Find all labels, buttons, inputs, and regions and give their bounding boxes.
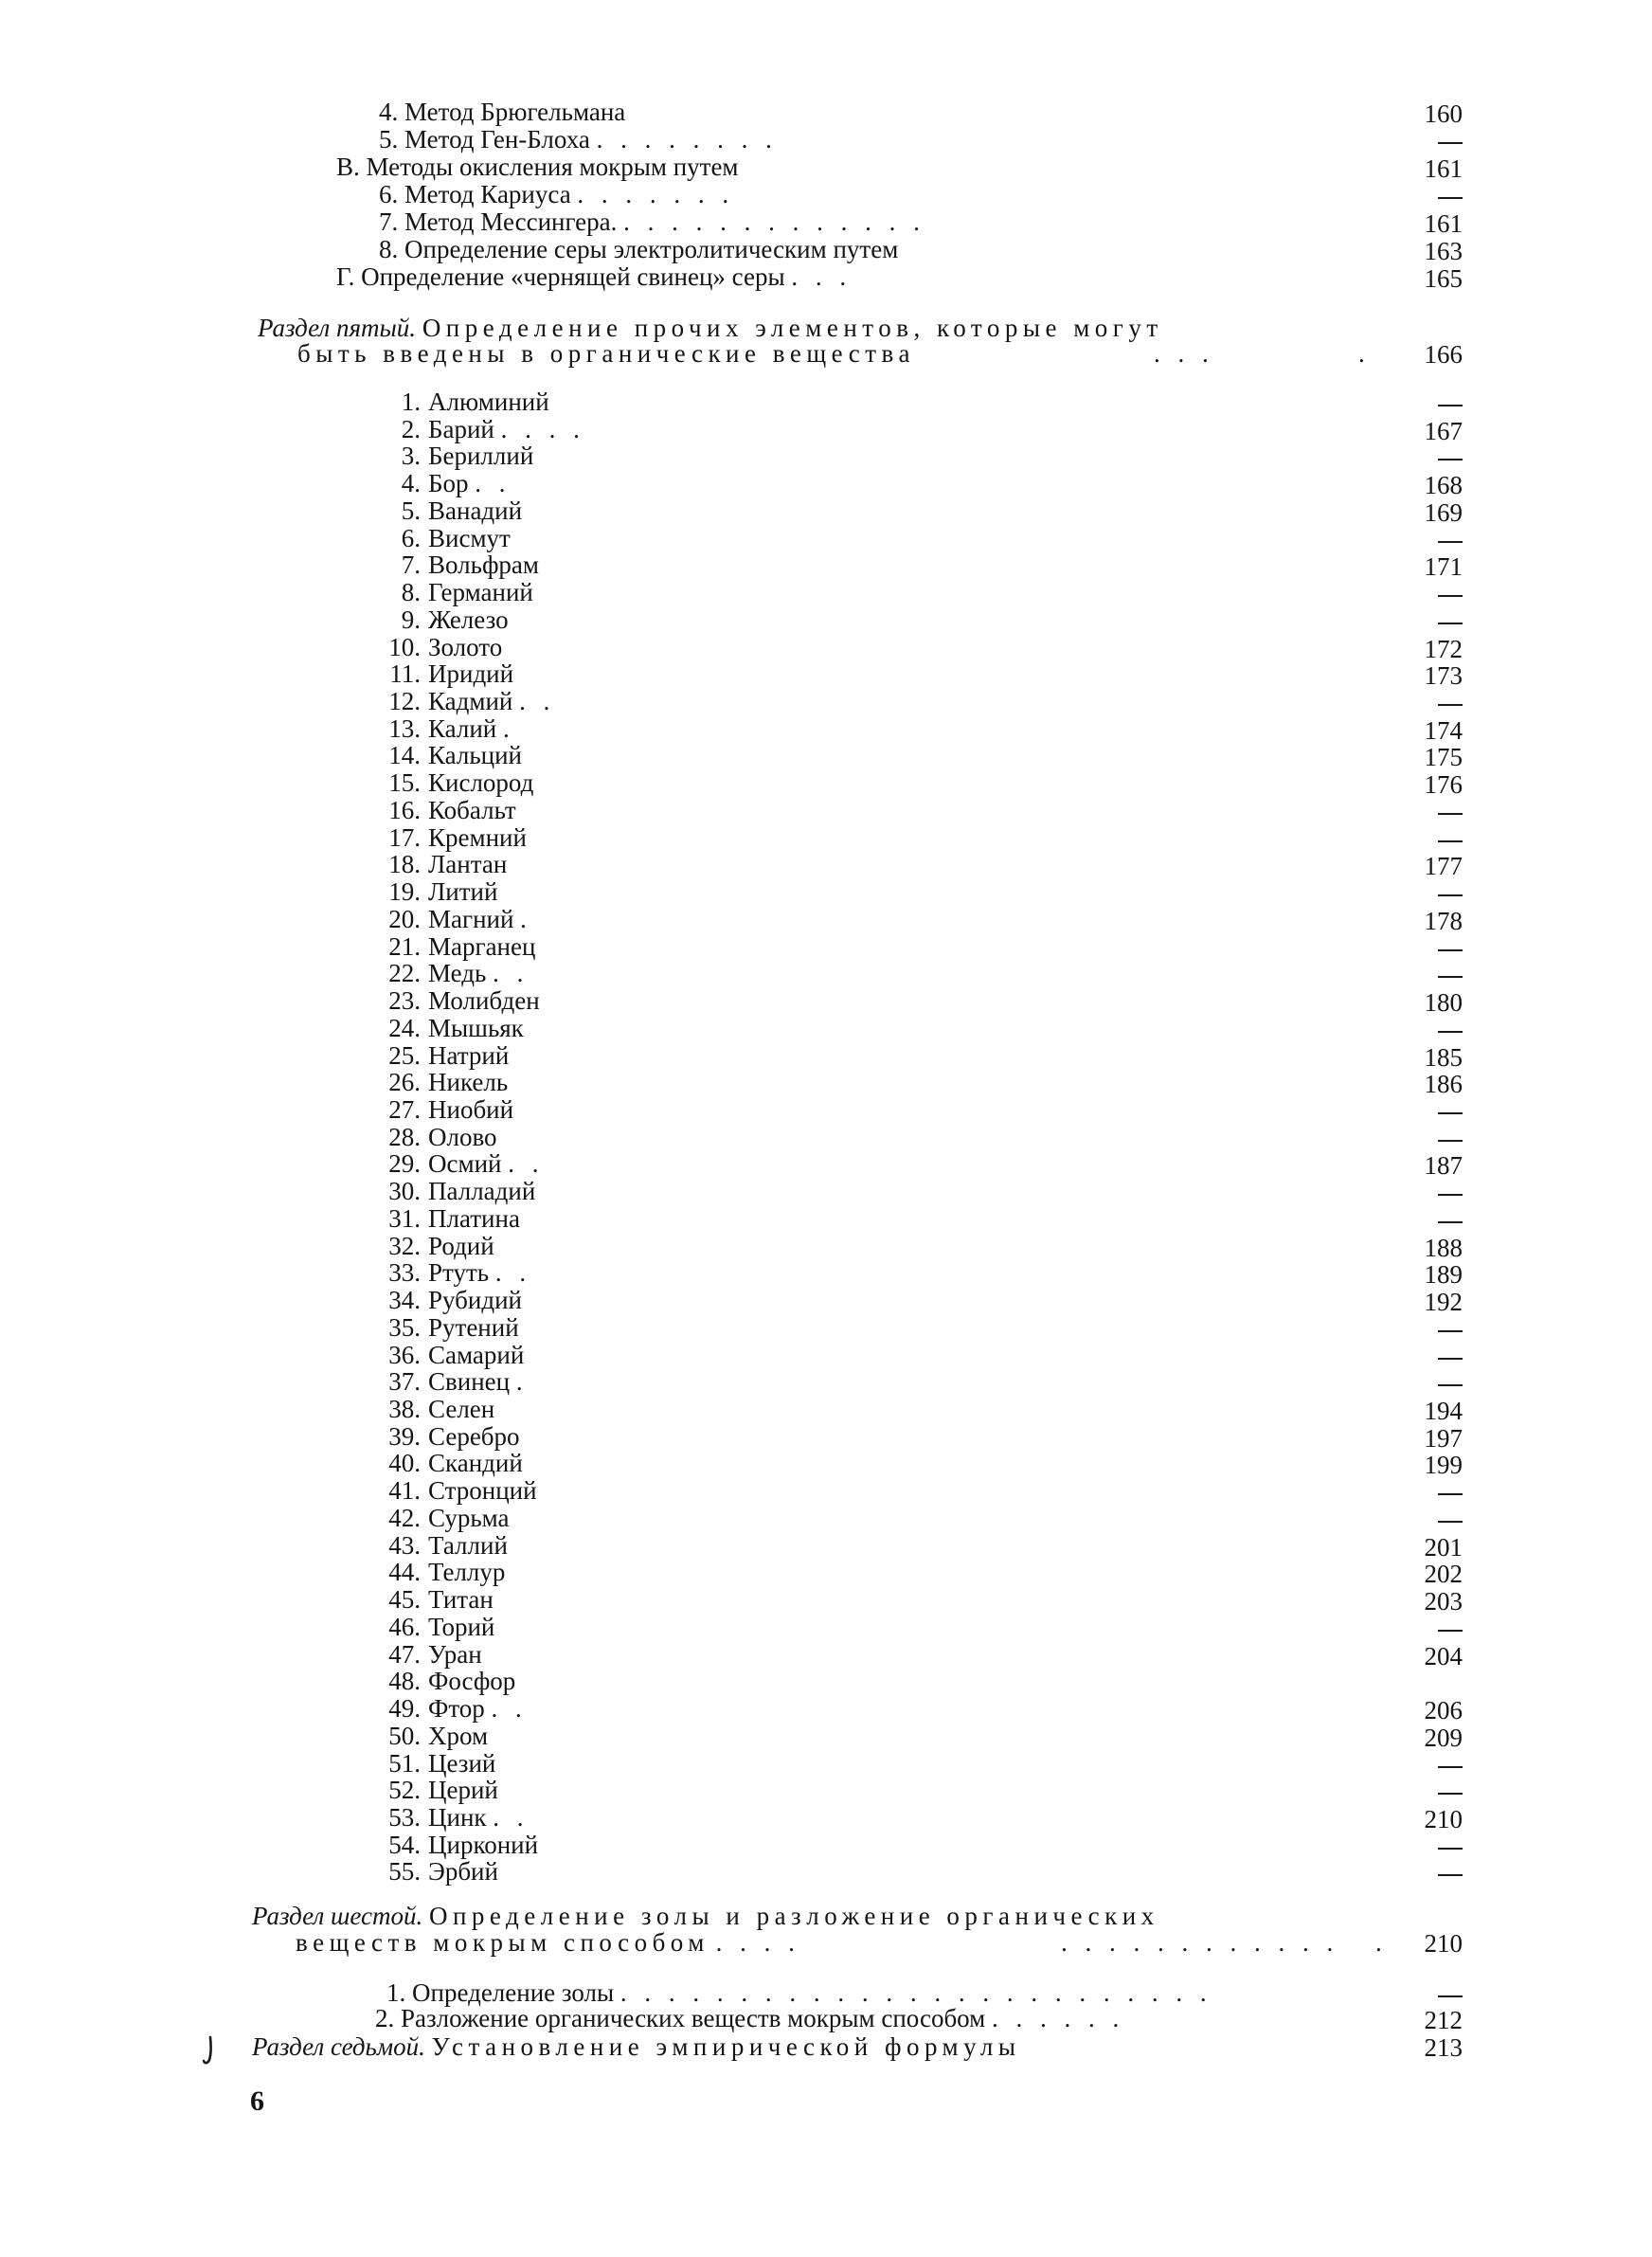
element-number: 37. [388, 1367, 421, 1396]
element-entry [428, 1177, 535, 1205]
element-entry [428, 388, 549, 416]
element-entry [428, 1749, 495, 1778]
element-entry [428, 932, 535, 961]
element-number: 53. [388, 1803, 421, 1832]
element-name: Цезий [428, 1749, 496, 1778]
element-number: 9. [401, 605, 421, 634]
element-entry [428, 1504, 510, 1532]
element-number: 46. [388, 1613, 421, 1641]
element-page: 204 [1424, 1642, 1463, 1670]
element-entry [428, 442, 533, 470]
element-page: 178 [1424, 907, 1463, 935]
element-name: Рубидий [428, 1286, 522, 1314]
element-number: 45. [388, 1585, 421, 1614]
toc-entry-label: 7. Метод Мессингера. [379, 208, 618, 236]
section-6-entry-page-dash [1438, 1995, 1463, 1997]
element-number: 38. [388, 1395, 421, 1423]
toc-entry-leader-dots: . . . . . . . [577, 180, 735, 208]
element-page-dash [1438, 1358, 1463, 1360]
element-number: 17. [388, 823, 421, 852]
element-entry [428, 469, 512, 497]
element-name: Барий [428, 415, 494, 443]
element-number: 41. [388, 1476, 421, 1505]
section-7-page: 213 [1424, 2033, 1463, 2062]
element-number: 8. [401, 578, 421, 606]
element-name: Родий [428, 1232, 494, 1260]
element-name: Марганец [428, 932, 536, 961]
element-number: 4. [401, 469, 421, 497]
element-page-dash [1438, 1031, 1463, 1033]
element-number: 34. [388, 1286, 421, 1314]
element-number: 1. [401, 388, 421, 416]
element-name: Кремний [428, 823, 527, 852]
section-6-entry [375, 2004, 1124, 2032]
element-page: 186 [1424, 1070, 1463, 1098]
element-number: 54. [388, 1831, 421, 1859]
element-name: Самарий [428, 1341, 525, 1369]
element-number: 22. [388, 959, 421, 987]
element-entry [428, 714, 515, 743]
element-page-dash [1438, 1140, 1463, 1142]
element-leader-dots: . . [493, 1803, 530, 1832]
element-entry [428, 1204, 520, 1233]
element-name: Натрий [428, 1041, 510, 1070]
element-number: 21. [388, 932, 421, 961]
toc-entry-page: 161 [1424, 154, 1463, 183]
element-page-dash [1438, 976, 1463, 978]
element-entry [428, 524, 511, 552]
element-page: 187 [1424, 1151, 1463, 1180]
element-number: 26. [388, 1068, 421, 1096]
element-entry [428, 1585, 494, 1614]
element-entry [428, 1258, 531, 1287]
element-page: 171 [1424, 552, 1463, 581]
element-name: Висмут [428, 524, 511, 552]
section-6-leader-dots-b: . . . . . . . . . . . . [1061, 1928, 1339, 1957]
element-name: Бор [428, 469, 469, 497]
element-page: 194 [1424, 1397, 1463, 1425]
element-name: Палладий [428, 1177, 536, 1205]
element-name: Железо [428, 605, 509, 634]
element-leader-dots: . . [519, 687, 556, 715]
element-page: 173 [1424, 661, 1463, 690]
page-number: 6 [250, 2085, 264, 2117]
element-name: Мышьяк [428, 1014, 524, 1042]
element-number: 14. [388, 741, 421, 769]
element-page-dash [1438, 1221, 1463, 1223]
element-name: Калий [428, 714, 497, 743]
element-page: 199 [1424, 1451, 1463, 1479]
element-number: 30. [388, 1177, 421, 1205]
toc-entry-page: 165 [1424, 264, 1463, 293]
element-number: 51. [388, 1749, 421, 1778]
element-page: 188 [1424, 1234, 1463, 1262]
element-entry [428, 1531, 508, 1560]
toc-entry-label: В. Методы окисления мокрым путем [336, 153, 739, 181]
element-number: 19. [388, 877, 421, 906]
element-page: 168 [1424, 471, 1463, 499]
element-number: 13. [388, 714, 421, 743]
element-page-dash [1438, 1330, 1463, 1332]
element-number: 48. [388, 1667, 421, 1695]
element-page: 174 [1424, 716, 1463, 745]
toc-entry-page: 160 [1424, 99, 1463, 128]
element-leader-dots: . . [493, 959, 530, 987]
element-page: 201 [1424, 1533, 1463, 1562]
section-7-label: Раздел седьмой. [252, 2032, 425, 2061]
element-entry [428, 1640, 482, 1669]
element-page-dash [1438, 1112, 1463, 1114]
section-5-label: Раздел пятый. [258, 314, 417, 342]
element-leader-dots: . . [491, 1694, 528, 1723]
section-6-entry [386, 1978, 1212, 2007]
element-number: 7. [401, 551, 421, 579]
element-name: Кислород [428, 768, 534, 797]
element-leader-dots: . [515, 1367, 529, 1396]
element-entry [428, 1476, 537, 1505]
element-entry [428, 497, 522, 525]
element-leader-dots: . [503, 714, 515, 743]
element-entry [428, 877, 497, 906]
element-number: 20. [388, 905, 421, 933]
element-number: 50. [388, 1722, 421, 1750]
element-page: 197 [1424, 1424, 1463, 1453]
element-entry [428, 605, 509, 634]
element-entry [428, 823, 527, 852]
element-number: 29. [388, 1149, 421, 1178]
element-page-dash [1438, 949, 1463, 951]
toc-entry [379, 125, 778, 153]
element-entry [428, 1232, 494, 1260]
element-number: 31. [388, 1204, 421, 1233]
element-name: Цирконий [428, 1831, 539, 1859]
element-number: 15. [388, 768, 421, 797]
section-6-heading-line-2 [296, 1927, 800, 1958]
element-entry [428, 1422, 520, 1451]
section-6-entry-label: 1. Определение золы [386, 1978, 615, 2007]
section-6-entry-page: 212 [1424, 2006, 1463, 2034]
element-page-dash [1438, 840, 1463, 842]
element-page: 169 [1424, 498, 1463, 527]
element-entry [428, 1667, 515, 1695]
element-entry [428, 768, 533, 797]
element-page-dash [1438, 704, 1463, 706]
element-page: 209 [1424, 1724, 1463, 1752]
element-number: 40. [388, 1449, 421, 1477]
element-name: Осмий [428, 1149, 502, 1178]
element-name: Германий [428, 578, 533, 606]
section-5-title-line-2: быть введены в органические вещества [297, 339, 915, 368]
element-entry [428, 659, 513, 688]
element-page: 172 [1424, 635, 1463, 663]
section-6-leader-dot-c: . [1375, 1928, 1382, 1957]
element-entry [428, 1095, 513, 1124]
element-name: Кадмий [428, 687, 513, 715]
element-entry [428, 578, 533, 606]
element-number: 25. [388, 1041, 421, 1070]
element-page-dash [1438, 459, 1463, 460]
element-entry [428, 741, 522, 769]
element-entry [428, 1041, 509, 1070]
element-number: 36. [388, 1341, 421, 1369]
element-page-dash [1438, 1384, 1463, 1386]
element-name: Магний [428, 905, 514, 933]
element-entry [428, 1831, 538, 1859]
element-leader-dots: . . . . [500, 415, 585, 443]
element-entry [428, 796, 516, 824]
element-page-dash [1438, 894, 1463, 896]
element-page-dash [1438, 1848, 1463, 1850]
element-name: Уран [428, 1640, 482, 1669]
section-6-title-line-1: Определение золы и разложение органических [428, 1902, 1159, 1930]
element-name: Платина [428, 1204, 520, 1233]
element-page: 210 [1424, 1805, 1463, 1833]
element-number: 52. [388, 1776, 421, 1804]
element-number: 12. [388, 687, 421, 715]
section-6-entry-leader-dots: . . . . . . [992, 2004, 1125, 2032]
element-entry [428, 1286, 522, 1314]
element-number: 18. [388, 850, 421, 878]
element-number: 2. [401, 415, 421, 443]
element-leader-dots: . . [494, 1258, 532, 1287]
element-number: 35. [388, 1313, 421, 1342]
section-7-title: Установление эмпирической формулы [431, 2032, 1021, 2061]
toc-entry [379, 208, 925, 236]
toc-entry [379, 98, 625, 126]
element-page: 177 [1424, 852, 1463, 880]
margin-pen-mark-icon [203, 2035, 214, 2066]
element-page: 176 [1424, 770, 1463, 799]
element-name: Серебро [428, 1422, 520, 1451]
element-name: Ниобий [428, 1095, 514, 1124]
element-number: 47. [388, 1640, 421, 1669]
element-number: 27. [388, 1095, 421, 1124]
section-5-leader-dots: . . . [1154, 339, 1214, 368]
element-name: Церий [428, 1776, 498, 1804]
element-entry [428, 1068, 508, 1096]
element-page: 175 [1424, 743, 1463, 771]
element-page: 192 [1424, 1288, 1463, 1316]
toc-entry [379, 235, 898, 263]
element-entry [428, 415, 585, 443]
element-entry [428, 1123, 497, 1151]
element-name: Алюминий [428, 388, 549, 416]
element-number: 43. [388, 1531, 421, 1560]
element-leader-dots: . . [508, 1149, 545, 1178]
toc-entry-label: 8. Определение серы электролитическим путем [379, 235, 899, 263]
element-name: Хром [428, 1722, 489, 1750]
element-name: Титан [428, 1585, 494, 1614]
element-name: Теллур [428, 1558, 506, 1586]
toc-entry [336, 153, 739, 181]
element-name: Кобальт [428, 796, 516, 824]
element-entry [428, 986, 540, 1015]
element-name: Фтор [428, 1694, 485, 1723]
element-page-dash [1438, 1521, 1463, 1523]
element-number: 23. [388, 986, 421, 1015]
element-number: 42. [388, 1504, 421, 1532]
element-page-dash [1438, 623, 1463, 624]
section-6-page: 210 [1424, 1929, 1463, 1958]
section-6-label: Раздел шестой. [252, 1902, 423, 1930]
element-page-dash [1438, 541, 1463, 543]
section-6-title-line-2: веществ мокрым способом [296, 1928, 709, 1957]
element-entry [428, 1857, 498, 1886]
element-entry [428, 1014, 524, 1042]
element-name: Селен [428, 1395, 495, 1423]
element-name: Цинк [428, 1803, 487, 1832]
element-number: 44. [388, 1558, 421, 1586]
element-name: Иридий [428, 659, 514, 688]
element-page-dash [1438, 1630, 1463, 1632]
element-entry [428, 1367, 529, 1396]
toc-entry-label: 4. Метод Брюгельмана [379, 98, 626, 126]
element-leader-dots: . [520, 905, 532, 933]
element-page-dash [1438, 595, 1463, 597]
element-name: Таллий [428, 1531, 508, 1560]
element-name: Стронций [428, 1476, 537, 1505]
element-name: Рутений [428, 1313, 519, 1342]
element-name: Эрбий [428, 1857, 498, 1886]
element-name: Никель [428, 1068, 509, 1096]
element-entry [428, 1694, 528, 1723]
element-number: 24. [388, 1014, 421, 1042]
section-5-title-line-1: Определение прочих элементов, которые могут [422, 314, 1163, 342]
element-entry [428, 551, 539, 579]
element-name: Молибден [428, 986, 540, 1015]
element-name: Торий [428, 1613, 495, 1641]
element-entry [428, 1803, 530, 1832]
element-name: Олово [428, 1123, 497, 1151]
toc-entry-label: 5. Метод Ген-Блоха [379, 125, 590, 153]
element-leader-dots: . . [475, 469, 512, 497]
element-name: Ртуть [428, 1258, 490, 1287]
element-entry [428, 687, 555, 715]
element-name: Литий [428, 877, 498, 906]
section-5-heading-line-2 [297, 338, 915, 369]
element-number: 33. [388, 1258, 421, 1287]
toc-entry [379, 180, 734, 208]
element-entry [428, 1776, 498, 1804]
element-page: 206 [1424, 1696, 1463, 1724]
element-name: Фосфор [428, 1667, 516, 1695]
toc-entry-page-dash [1438, 197, 1463, 199]
element-entry [428, 1313, 519, 1342]
element-entry [428, 1395, 494, 1423]
toc-entry-label: Г. Определение «чернящей свинец» серы [336, 262, 785, 291]
element-number: 55. [388, 1857, 421, 1886]
element-name: Бериллий [428, 442, 534, 470]
element-number: 32. [388, 1232, 421, 1260]
element-number: 11. [389, 659, 421, 688]
element-entry [428, 905, 532, 933]
element-page-dash [1438, 1874, 1463, 1876]
element-page: 202 [1424, 1560, 1463, 1588]
toc-entry-page: 163 [1424, 237, 1463, 265]
element-page: 167 [1424, 417, 1463, 445]
element-number: 16. [388, 796, 421, 824]
element-page-dash [1438, 1493, 1463, 1495]
element-name: Кальций [428, 741, 523, 769]
element-number: 6. [401, 524, 421, 552]
toc-entry-leader-dots: . . . [791, 262, 853, 291]
element-entry [428, 1149, 544, 1178]
section-7-heading [252, 2031, 1021, 2062]
element-page-dash [1438, 1194, 1463, 1196]
element-entry [428, 1613, 494, 1641]
section-5-leader-dot: . [1358, 339, 1365, 368]
element-entry [428, 1558, 505, 1586]
toc-entry-leader-dots: . . . . . . . . [596, 125, 778, 153]
element-number: 39. [388, 1422, 421, 1451]
element-page-dash [1438, 1793, 1463, 1795]
toc-entry [336, 262, 852, 291]
section-5-page: 166 [1424, 340, 1463, 369]
element-entry [428, 959, 529, 987]
element-page-dash [1438, 405, 1463, 406]
element-name: Скандий [428, 1449, 523, 1477]
toc-entry-page: 161 [1424, 209, 1463, 238]
element-page: 203 [1424, 1587, 1463, 1616]
element-number: 28. [388, 1123, 421, 1151]
element-name: Вольфрам [428, 551, 540, 579]
toc-entry-leader-dots: . . . . . . . . . . . . . [623, 208, 925, 236]
section-6-entry-leader-dots: . . . . . . . . . . . . . . . . . . . . . . . . . [620, 1978, 1212, 2007]
element-entry [428, 1341, 524, 1369]
element-name: Медь [428, 959, 487, 987]
element-page-dash [1438, 1766, 1463, 1768]
element-entry [428, 633, 502, 661]
section-6-entry-label: 2. Разложение органических веществ мокрым способом [375, 2004, 986, 2032]
element-number: 49. [388, 1694, 421, 1723]
element-page: 189 [1424, 1260, 1463, 1289]
element-number: 3. [401, 442, 421, 470]
element-page-dash [1438, 813, 1463, 815]
element-name: Свинец [428, 1367, 511, 1396]
element-entry [428, 1722, 488, 1750]
section-6-leader-dots-a: . . . . [715, 1928, 800, 1957]
element-number: 5. [401, 497, 421, 525]
element-name: Сурьма [428, 1504, 510, 1532]
toc-entry-label: 6. Метод Кариуса [379, 180, 571, 208]
element-entry [428, 1449, 523, 1477]
element-name: Лантан [428, 850, 508, 878]
toc-entry-page-dash [1438, 142, 1463, 144]
element-name: Ванадий [428, 497, 523, 525]
element-entry [428, 850, 507, 878]
element-page: 180 [1424, 988, 1463, 1017]
element-number: 10. [388, 633, 421, 661]
element-page: 185 [1424, 1043, 1463, 1072]
element-name: Золото [428, 633, 503, 661]
